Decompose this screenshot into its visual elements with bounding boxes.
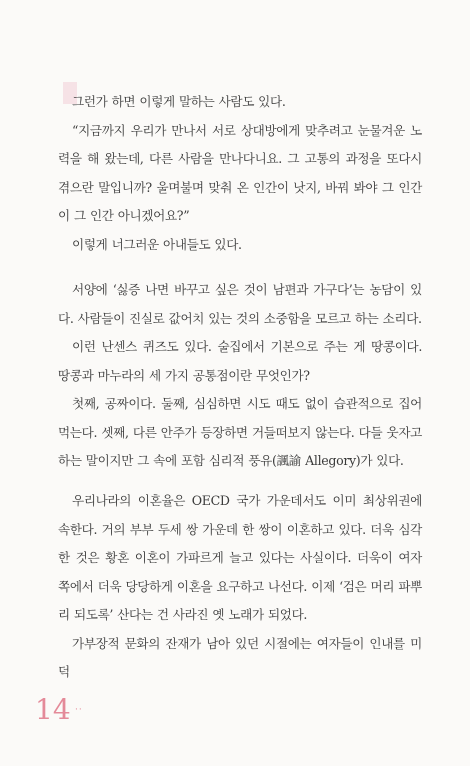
page-number-dots: ·· — [75, 705, 83, 715]
paragraph: 이런 난센스 퀴즈도 있다. 술집에서 기본으로 주는 게 땅콩이다. 땅콩과 마누라의 세 가지 공통점이란 무엇인가? — [58, 339, 422, 383]
paragraph: 그런가 하면 이렇게 말하는 사람도 있다. — [72, 94, 286, 109]
page-number: 14 — [35, 693, 71, 726]
text-section-3 — [58, 487, 422, 687]
text-section-2 — [58, 276, 422, 476]
text-section-1 — [58, 88, 422, 259]
paragraph: 가부장적 문화의 잔재가 남아 있던 시절에는 여자들이 인내를 미덕 — [58, 635, 422, 679]
paragraph: 서양에 ‘싫증 나면 바꾸고 싶은 것이 남편과 가구다’는 농담이 있다. 사람들이 진실로 값어치 있는 것의 소중함을 모르고 하는 소리다. — [58, 282, 422, 326]
paragraph: 첫째, 공짜이다. 둘째, 심심하면 시도 때도 없이 습관적으로 집어먹는다. 셋째, 다른 안주가 등장하면 거들떠보지 않는다. 다들 웃자고 하는 말이지만 그 속에 포함 심리적 풍유(諷諭 Allegory)가 있다. — [58, 396, 422, 468]
paragraph-quote: “지금까지 우리가 만나서 서로 상대방에게 맞추려고 눈물겨운 노력을 해 왔는데, 다른 사람을 만나다니요. 그 고통의 과정을 또다시 겪으란 말입니까? 울며불며 맞춰 온 인간이 낫지, 바꿔 봐야 그 인간이 그 인간 아니겠어요?” — [58, 122, 422, 223]
paragraph: 우리나라의 이혼율은 OECD 국가 가운데서도 이미 최상위권에 속한다. 거의 부부 두세 쌍 가운데 한 쌍이 이혼하고 있다. 더욱 심각한 것은 황혼 이혼이 가파르게 늘고 있다는 사실이다. 더욱이 여자 쪽에서 더욱 당당하게 이혼을 요구하고 나선다. 이제 ‘검은 머리 파뿌리 되도록’ 산다는 건 사라진 옛 노래가 되었다. — [58, 493, 422, 622]
paragraph: 이렇게 너그러운 아내들도 있다. — [72, 236, 242, 252]
